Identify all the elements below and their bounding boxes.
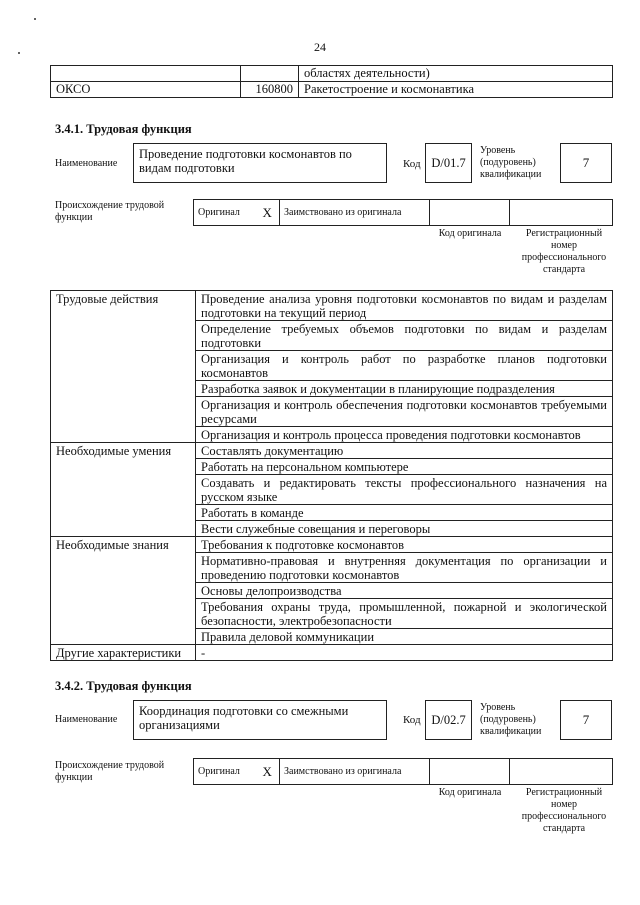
knowledge-label: Необходимые знания bbox=[51, 537, 196, 645]
skills-label: Необходимые умения bbox=[51, 443, 196, 537]
code-original-label: Код оригинала bbox=[438, 228, 502, 239]
knowledge-item: Требования охраны труда, промышленной, пожарной и экологической безопасности, электробезопасности bbox=[196, 599, 613, 629]
table-cell: областях деятельности) bbox=[299, 66, 613, 82]
table-row bbox=[51, 645, 613, 661]
reg-number-cell bbox=[510, 200, 613, 226]
function-code-box: D/02.7 bbox=[425, 700, 472, 740]
code-label: Код bbox=[403, 714, 421, 726]
skill-item: Работать в команде bbox=[196, 505, 613, 521]
section-title: 3.4.2. Трудовая функция bbox=[55, 679, 192, 693]
original-label: Оригинал bbox=[194, 759, 256, 785]
borrowed-label: Заимствовано из оригинала bbox=[280, 759, 430, 785]
table-row bbox=[51, 443, 613, 459]
labor-function-table bbox=[50, 290, 613, 661]
knowledge-item: Основы делопроизводства bbox=[196, 583, 613, 599]
level-label: Уровень (подуровень) квалификации bbox=[480, 702, 542, 737]
function-code-box: D/01.7 bbox=[425, 143, 472, 183]
skill-item: Составлять документацию bbox=[196, 443, 613, 459]
knowledge-item: Нормативно-правовая и внутренняя документация по организации и проведению подготовки космонавтов bbox=[196, 553, 613, 583]
qualification-level-box: 7 bbox=[560, 700, 612, 740]
code-original-cell bbox=[430, 200, 510, 226]
code-original-label: Код оригинала bbox=[438, 787, 502, 798]
table-cell bbox=[241, 66, 299, 82]
scan-speck bbox=[34, 18, 36, 20]
original-mark: X bbox=[256, 759, 280, 785]
skill-item: Работать на персональном компьютере bbox=[196, 459, 613, 475]
code-original-cell bbox=[430, 759, 510, 785]
labor-action-item: Организация и контроль работ по разработке планов подготовки космонавтов bbox=[196, 351, 613, 381]
section-title: 3.4.1. Трудовая функция bbox=[55, 122, 192, 136]
table-cell: 160800 bbox=[241, 82, 299, 98]
labor-action-item: Организация и контроль процесса проведения подготовки космонавтов bbox=[196, 427, 613, 443]
other-characteristics-value: - bbox=[196, 645, 613, 661]
origin-table bbox=[193, 758, 613, 785]
page-number: 24 bbox=[314, 40, 326, 54]
level-label: Уровень (подуровень) квалификации bbox=[480, 145, 542, 180]
origin-label: Происхождение трудовой функции bbox=[55, 760, 165, 783]
labor-action-item: Проведение анализа уровня подготовки космонавтов по видам и разделам подготовки на текущий период bbox=[196, 291, 613, 321]
labor-actions-label: Трудовые действия bbox=[51, 291, 196, 443]
borrowed-label: Заимствовано из оригинала bbox=[280, 200, 430, 226]
qualification-level-box: 7 bbox=[560, 143, 612, 183]
knowledge-item: Правила деловой коммуникации bbox=[196, 629, 613, 645]
labor-action-item: Определение требуемых объемов подготовки по видам и разделам подготовки bbox=[196, 321, 613, 351]
okso-table bbox=[50, 65, 613, 98]
reg-number-label: Регистрационный номер профессионального стандарта bbox=[521, 787, 607, 834]
code-label: Код bbox=[403, 158, 421, 170]
table-cell: ОКСО bbox=[51, 82, 241, 98]
table-row bbox=[51, 291, 613, 321]
name-label: Наименование bbox=[55, 158, 118, 169]
original-mark: X bbox=[256, 200, 280, 226]
reg-number-cell bbox=[510, 759, 613, 785]
table-row bbox=[51, 66, 613, 82]
table-cell bbox=[51, 66, 241, 82]
origin-label: Происхождение трудовой функции bbox=[55, 200, 165, 223]
labor-action-item: Разработка заявок и документации в планирующие подразделения bbox=[196, 381, 613, 397]
reg-number-label: Регистрационный номер профессионального стандарта bbox=[521, 228, 607, 275]
labor-action-item: Организация и контроль обеспечения подготовки космонавтов требуемыми ресурсами bbox=[196, 397, 613, 427]
other-characteristics-label: Другие характеристики bbox=[51, 645, 196, 661]
name-label: Наименование bbox=[55, 714, 118, 725]
table-row bbox=[51, 82, 613, 98]
table-row bbox=[194, 759, 613, 785]
table-row bbox=[194, 200, 613, 226]
function-name-box: Проведение подготовки космонавтов по видам подготовки bbox=[133, 143, 387, 183]
knowledge-item: Требования к подготовке космонавтов bbox=[196, 537, 613, 553]
skill-item: Вести служебные совещания и переговоры bbox=[196, 521, 613, 537]
function-name-box: Координация подготовки со смежными организациями bbox=[133, 700, 387, 740]
original-label: Оригинал bbox=[194, 200, 256, 226]
table-cell: Ракетостроение и космонавтика bbox=[299, 82, 613, 98]
origin-table bbox=[193, 199, 613, 226]
table-row bbox=[51, 537, 613, 553]
skill-item: Создавать и редактировать тексты профессионального назначения на русском языке bbox=[196, 475, 613, 505]
